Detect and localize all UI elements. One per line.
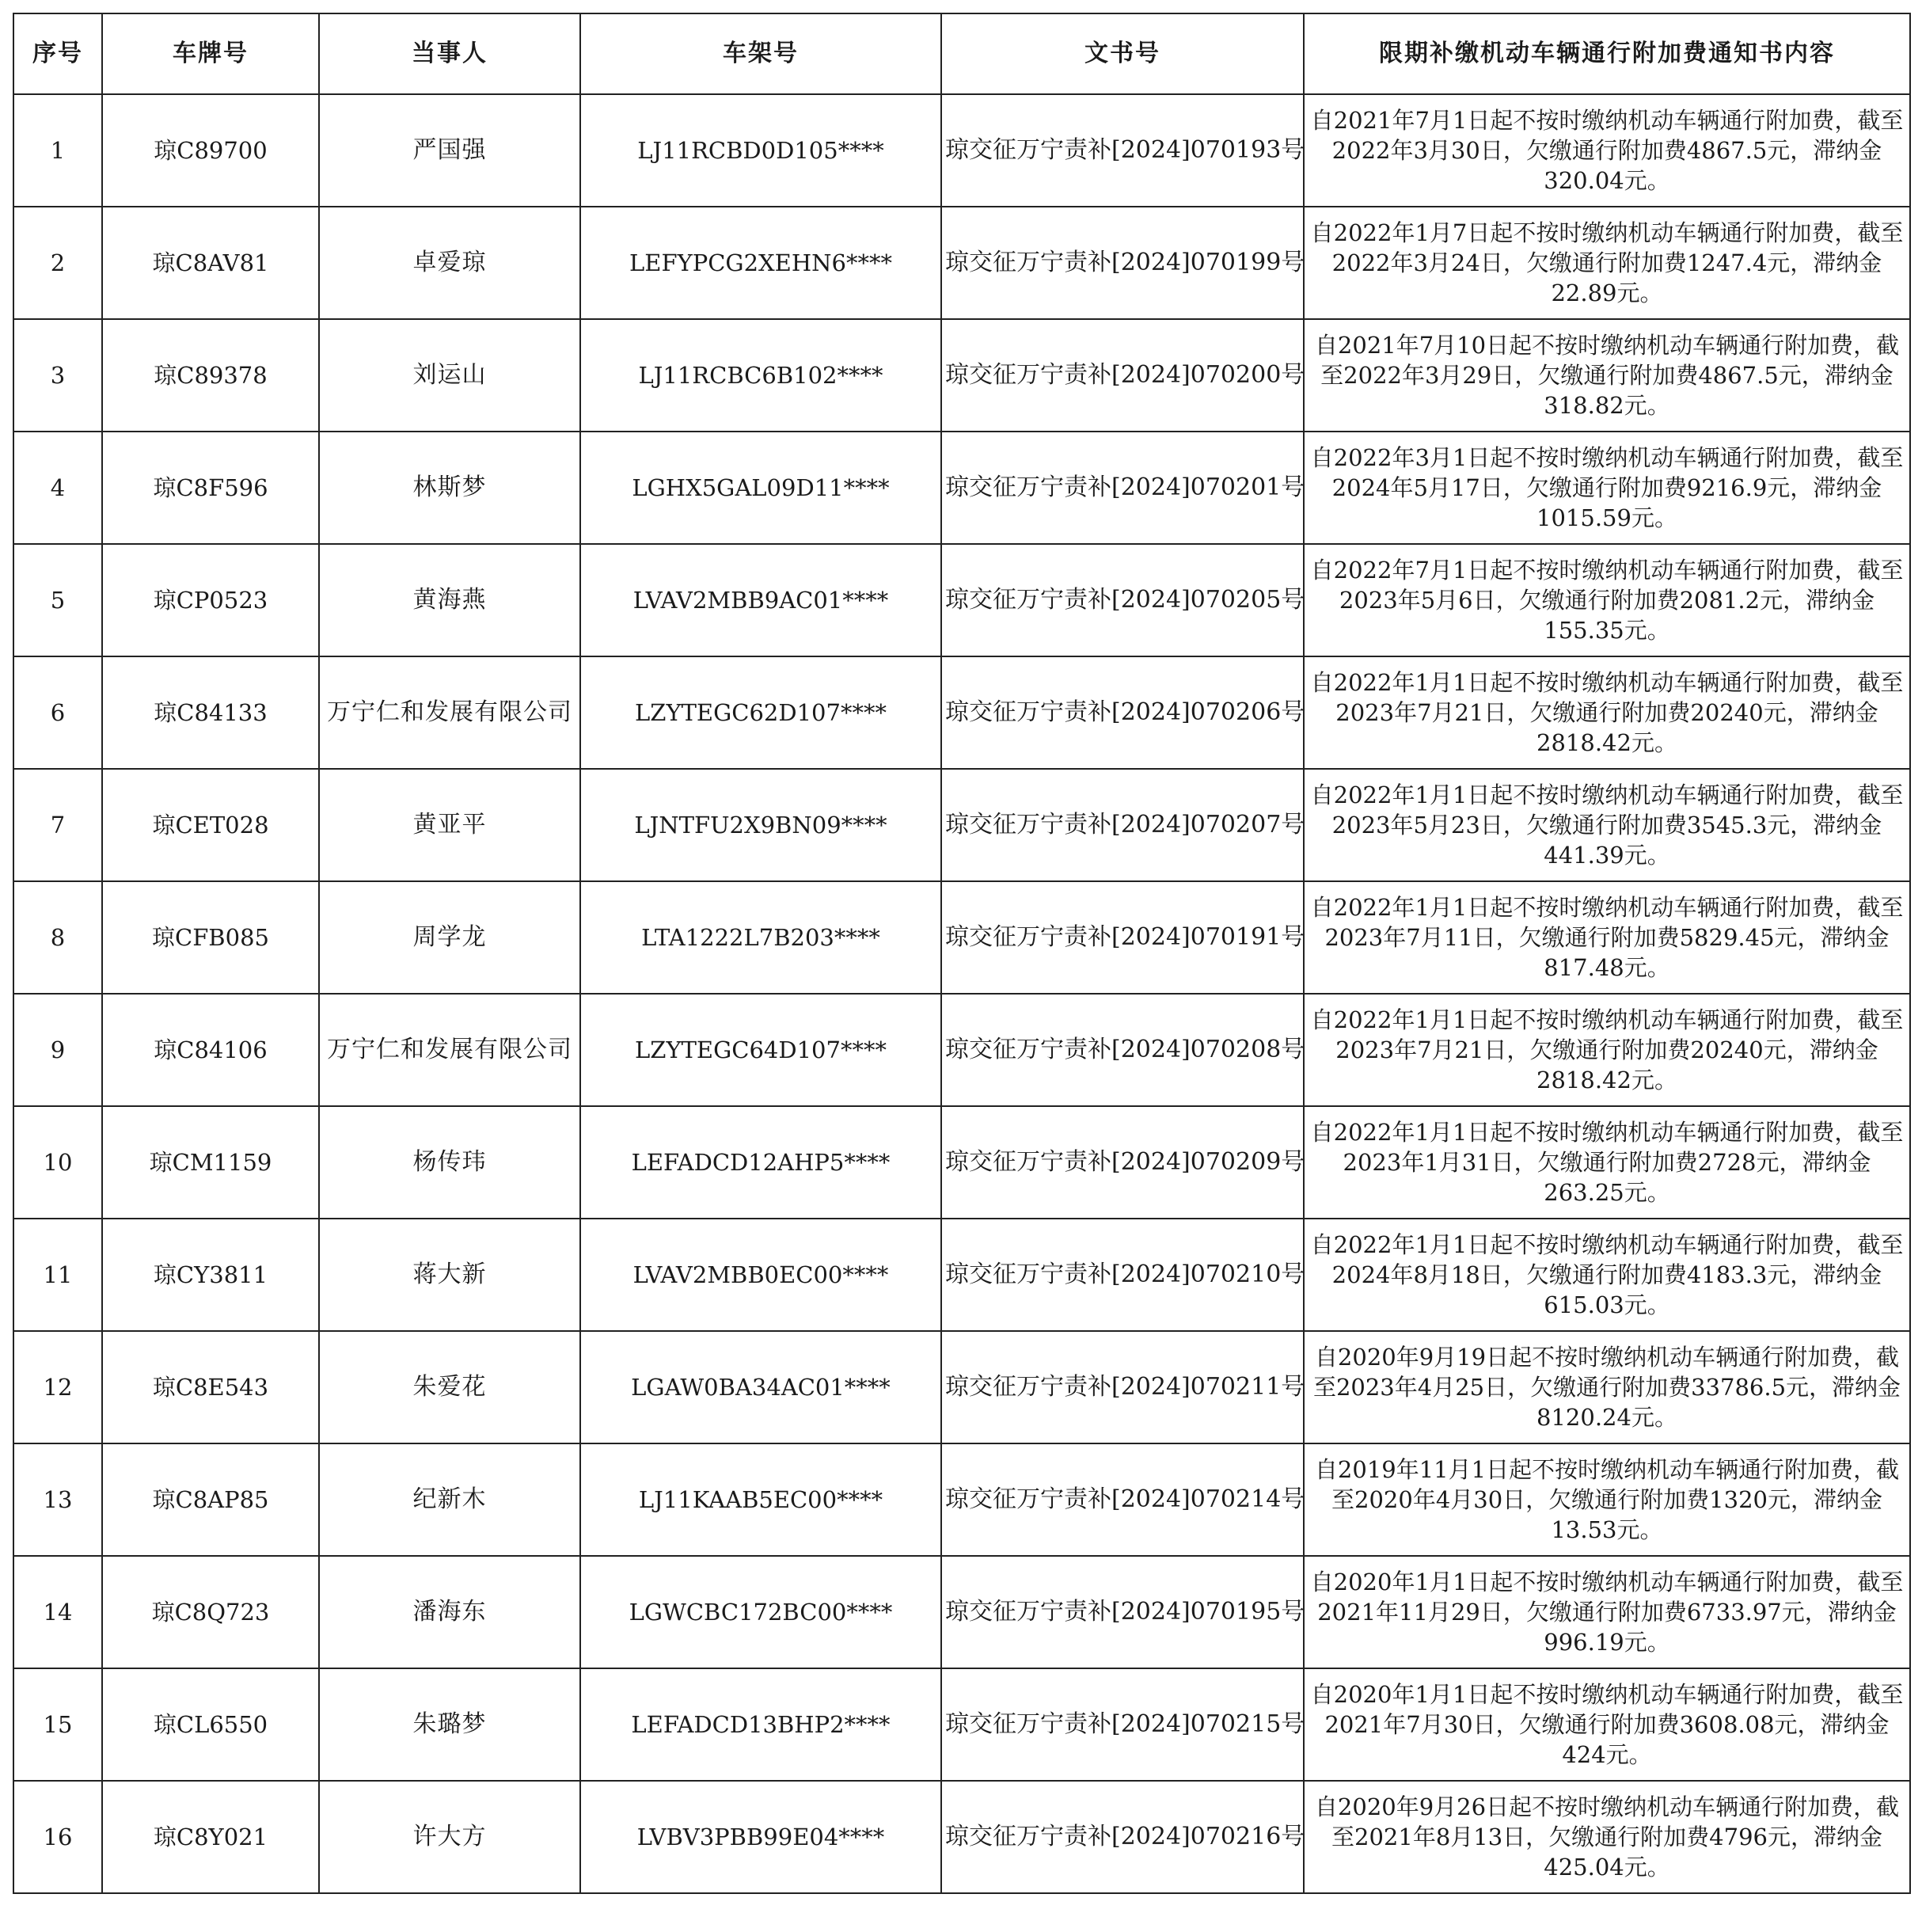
cell-content: 自2021年7月1日起不按时缴纳机动车辆通行附加费，截至2022年3月30日，欠缴通行附加费4867.5元，滞纳金320.04元。 bbox=[1304, 94, 1910, 207]
cell-content: 自2020年9月19日起不按时缴纳机动车辆通行附加费，截至2023年4月25日，欠缴通行附加费33786.5元，滞纳金8120.24元。 bbox=[1304, 1331, 1910, 1443]
cell-vin: LGWCBC172BC00**** bbox=[580, 1556, 941, 1668]
table-row bbox=[13, 432, 1910, 544]
cell-doc-no: 琼交征万宁责补[2024]070205号 bbox=[941, 544, 1304, 656]
cell-index: 10 bbox=[13, 1106, 102, 1219]
table-row bbox=[13, 1781, 1910, 1893]
cell-party: 蒋大新 bbox=[319, 1219, 580, 1331]
cell-plate: 琼CET028 bbox=[102, 769, 319, 881]
cell-party: 林斯梦 bbox=[319, 432, 580, 544]
cell-doc-no: 琼交征万宁责补[2024]070211号 bbox=[941, 1331, 1304, 1443]
cell-index: 3 bbox=[13, 319, 102, 432]
header-index: 序号 bbox=[13, 13, 102, 94]
cell-plate: 琼C8AV81 bbox=[102, 207, 319, 319]
cell-plate: 琼C84106 bbox=[102, 994, 319, 1106]
cell-doc-no: 琼交征万宁责补[2024]070208号 bbox=[941, 994, 1304, 1106]
cell-doc-no: 琼交征万宁责补[2024]070193号 bbox=[941, 94, 1304, 207]
header-content: 限期补缴机动车辆通行附加费通知书内容 bbox=[1304, 13, 1910, 94]
cell-plate: 琼CY3811 bbox=[102, 1219, 319, 1331]
cell-index: 16 bbox=[13, 1781, 102, 1893]
cell-vin: LGHX5GAL09D11**** bbox=[580, 432, 941, 544]
cell-doc-no: 琼交征万宁责补[2024]070210号 bbox=[941, 1219, 1304, 1331]
cell-doc-no: 琼交征万宁责补[2024]070209号 bbox=[941, 1106, 1304, 1219]
cell-index: 1 bbox=[13, 94, 102, 207]
cell-doc-no: 琼交征万宁责补[2024]070200号 bbox=[941, 319, 1304, 432]
cell-party: 纪新木 bbox=[319, 1443, 580, 1556]
cell-vin: LTA1222L7B203**** bbox=[580, 881, 941, 994]
cell-index: 13 bbox=[13, 1443, 102, 1556]
cell-plate: 琼C89700 bbox=[102, 94, 319, 207]
cell-plate: 琼C84133 bbox=[102, 656, 319, 769]
table-row bbox=[13, 1106, 1910, 1219]
cell-party: 卓爱琼 bbox=[319, 207, 580, 319]
cell-content: 自2022年3月1日起不按时缴纳机动车辆通行附加费，截至2024年5月17日，欠缴通行附加费9216.9元，滞纳金1015.59元。 bbox=[1304, 432, 1910, 544]
cell-doc-no: 琼交征万宁责补[2024]070207号 bbox=[941, 769, 1304, 881]
cell-vin: LVAV2MBB0EC00**** bbox=[580, 1219, 941, 1331]
table-row bbox=[13, 994, 1910, 1106]
cell-doc-no: 琼交征万宁责补[2024]070215号 bbox=[941, 1668, 1304, 1781]
cell-party: 许大方 bbox=[319, 1781, 580, 1893]
cell-vin: LZYTEGC64D107**** bbox=[580, 994, 941, 1106]
cell-index: 4 bbox=[13, 432, 102, 544]
table-body bbox=[13, 94, 1910, 1893]
notice-table bbox=[13, 13, 1911, 1894]
cell-plate: 琼CL6550 bbox=[102, 1668, 319, 1781]
cell-index: 6 bbox=[13, 656, 102, 769]
cell-content: 自2020年9月26日起不按时缴纳机动车辆通行附加费，截至2021年8月13日，欠缴通行附加费4796元，滞纳金425.04元。 bbox=[1304, 1781, 1910, 1893]
cell-plate: 琼C8F596 bbox=[102, 432, 319, 544]
table-row bbox=[13, 1219, 1910, 1331]
cell-content: 自2020年1月1日起不按时缴纳机动车辆通行附加费，截至2021年7月30日，欠缴通行附加费3608.08元，滞纳金424元。 bbox=[1304, 1668, 1910, 1781]
cell-vin: LVBV3PBB99E04**** bbox=[580, 1781, 941, 1893]
table-row bbox=[13, 656, 1910, 769]
cell-party: 杨传玮 bbox=[319, 1106, 580, 1219]
cell-plate: 琼CM1159 bbox=[102, 1106, 319, 1219]
cell-index: 14 bbox=[13, 1556, 102, 1668]
header-party: 当事人 bbox=[319, 13, 580, 94]
cell-content: 自2022年7月1日起不按时缴纳机动车辆通行附加费，截至2023年5月6日，欠缴通行附加费2081.2元，滞纳金155.35元。 bbox=[1304, 544, 1910, 656]
cell-party: 万宁仁和发展有限公司 bbox=[319, 656, 580, 769]
table-row bbox=[13, 544, 1910, 656]
cell-content: 自2022年1月1日起不按时缴纳机动车辆通行附加费，截至2023年7月21日，欠缴通行附加费20240元，滞纳金2818.42元。 bbox=[1304, 994, 1910, 1106]
cell-vin: LJNTFU2X9BN09**** bbox=[580, 769, 941, 881]
table-row bbox=[13, 1443, 1910, 1556]
table-header-row bbox=[13, 13, 1910, 94]
cell-party: 朱璐梦 bbox=[319, 1668, 580, 1781]
header-doc-no: 文书号 bbox=[941, 13, 1304, 94]
table-row bbox=[13, 319, 1910, 432]
cell-party: 万宁仁和发展有限公司 bbox=[319, 994, 580, 1106]
cell-vin: LJ11RCBC6B102**** bbox=[580, 319, 941, 432]
cell-doc-no: 琼交征万宁责补[2024]070206号 bbox=[941, 656, 1304, 769]
table-row bbox=[13, 207, 1910, 319]
cell-content: 自2022年1月1日起不按时缴纳机动车辆通行附加费，截至2023年7月21日，欠缴通行附加费20240元，滞纳金2818.42元。 bbox=[1304, 656, 1910, 769]
cell-content: 自2019年11月1日起不按时缴纳机动车辆通行附加费，截至2020年4月30日，欠缴通行附加费1320元，滞纳金13.53元。 bbox=[1304, 1443, 1910, 1556]
cell-vin: LVAV2MBB9AC01**** bbox=[580, 544, 941, 656]
cell-vin: LJ11RCBD0D105**** bbox=[580, 94, 941, 207]
cell-party: 黄海燕 bbox=[319, 544, 580, 656]
cell-plate: 琼C8Q723 bbox=[102, 1556, 319, 1668]
cell-party: 周学龙 bbox=[319, 881, 580, 994]
header-plate: 车牌号 bbox=[102, 13, 319, 94]
cell-party: 严国强 bbox=[319, 94, 580, 207]
cell-doc-no: 琼交征万宁责补[2024]070214号 bbox=[941, 1443, 1304, 1556]
cell-vin: LEFADCD12AHP5**** bbox=[580, 1106, 941, 1219]
cell-vin: LZYTEGC62D107**** bbox=[580, 656, 941, 769]
cell-content: 自2022年1月1日起不按时缴纳机动车辆通行附加费，截至2023年7月11日，欠缴通行附加费5829.45元，滞纳金817.48元。 bbox=[1304, 881, 1910, 994]
cell-index: 8 bbox=[13, 881, 102, 994]
cell-index: 11 bbox=[13, 1219, 102, 1331]
document-sheet bbox=[13, 13, 1909, 1919]
cell-plate: 琼CP0523 bbox=[102, 544, 319, 656]
cell-doc-no: 琼交征万宁责补[2024]070195号 bbox=[941, 1556, 1304, 1668]
cell-party: 黄亚平 bbox=[319, 769, 580, 881]
cell-content: 自2022年1月7日起不按时缴纳机动车辆通行附加费，截至2022年3月24日，欠缴通行附加费1247.4元，滞纳金22.89元。 bbox=[1304, 207, 1910, 319]
table-row bbox=[13, 1668, 1910, 1781]
cell-vin: LEFADCD13BHP2**** bbox=[580, 1668, 941, 1781]
cell-doc-no: 琼交征万宁责补[2024]070201号 bbox=[941, 432, 1304, 544]
cell-plate: 琼C8E543 bbox=[102, 1331, 319, 1443]
table-row bbox=[13, 881, 1910, 994]
cell-vin: LJ11KAAB5EC00**** bbox=[580, 1443, 941, 1556]
cell-index: 5 bbox=[13, 544, 102, 656]
header-vin: 车架号 bbox=[580, 13, 941, 94]
cell-index: 15 bbox=[13, 1668, 102, 1781]
cell-index: 12 bbox=[13, 1331, 102, 1443]
table-row bbox=[13, 1331, 1910, 1443]
cell-party: 刘运山 bbox=[319, 319, 580, 432]
table-row bbox=[13, 769, 1910, 881]
cell-plate: 琼C8AP85 bbox=[102, 1443, 319, 1556]
cell-doc-no: 琼交征万宁责补[2024]070199号 bbox=[941, 207, 1304, 319]
cell-plate: 琼C8Y021 bbox=[102, 1781, 319, 1893]
cell-plate: 琼CFB085 bbox=[102, 881, 319, 994]
cell-content: 自2021年7月10日起不按时缴纳机动车辆通行附加费，截至2022年3月29日，欠缴通行附加费4867.5元，滞纳金318.82元。 bbox=[1304, 319, 1910, 432]
cell-content: 自2022年1月1日起不按时缴纳机动车辆通行附加费，截至2024年8月18日，欠缴通行附加费4183.3元，滞纳金615.03元。 bbox=[1304, 1219, 1910, 1331]
cell-index: 9 bbox=[13, 994, 102, 1106]
cell-content: 自2022年1月1日起不按时缴纳机动车辆通行附加费，截至2023年5月23日，欠缴通行附加费3545.3元，滞纳金441.39元。 bbox=[1304, 769, 1910, 881]
cell-party: 朱爱花 bbox=[319, 1331, 580, 1443]
cell-vin: LGAW0BA34AC01**** bbox=[580, 1331, 941, 1443]
table-row bbox=[13, 94, 1910, 207]
cell-content: 自2020年1月1日起不按时缴纳机动车辆通行附加费，截至2021年11月29日，欠缴通行附加费6733.97元，滞纳金996.19元。 bbox=[1304, 1556, 1910, 1668]
cell-vin: LEFYPCG2XEHN6**** bbox=[580, 207, 941, 319]
cell-plate: 琼C89378 bbox=[102, 319, 319, 432]
cell-party: 潘海东 bbox=[319, 1556, 580, 1668]
cell-doc-no: 琼交征万宁责补[2024]070216号 bbox=[941, 1781, 1304, 1893]
table-row bbox=[13, 1556, 1910, 1668]
cell-content: 自2022年1月1日起不按时缴纳机动车辆通行附加费，截至2023年1月31日，欠缴通行附加费2728元，滞纳金263.25元。 bbox=[1304, 1106, 1910, 1219]
cell-index: 2 bbox=[13, 207, 102, 319]
cell-doc-no: 琼交征万宁责补[2024]070191号 bbox=[941, 881, 1304, 994]
cell-index: 7 bbox=[13, 769, 102, 881]
